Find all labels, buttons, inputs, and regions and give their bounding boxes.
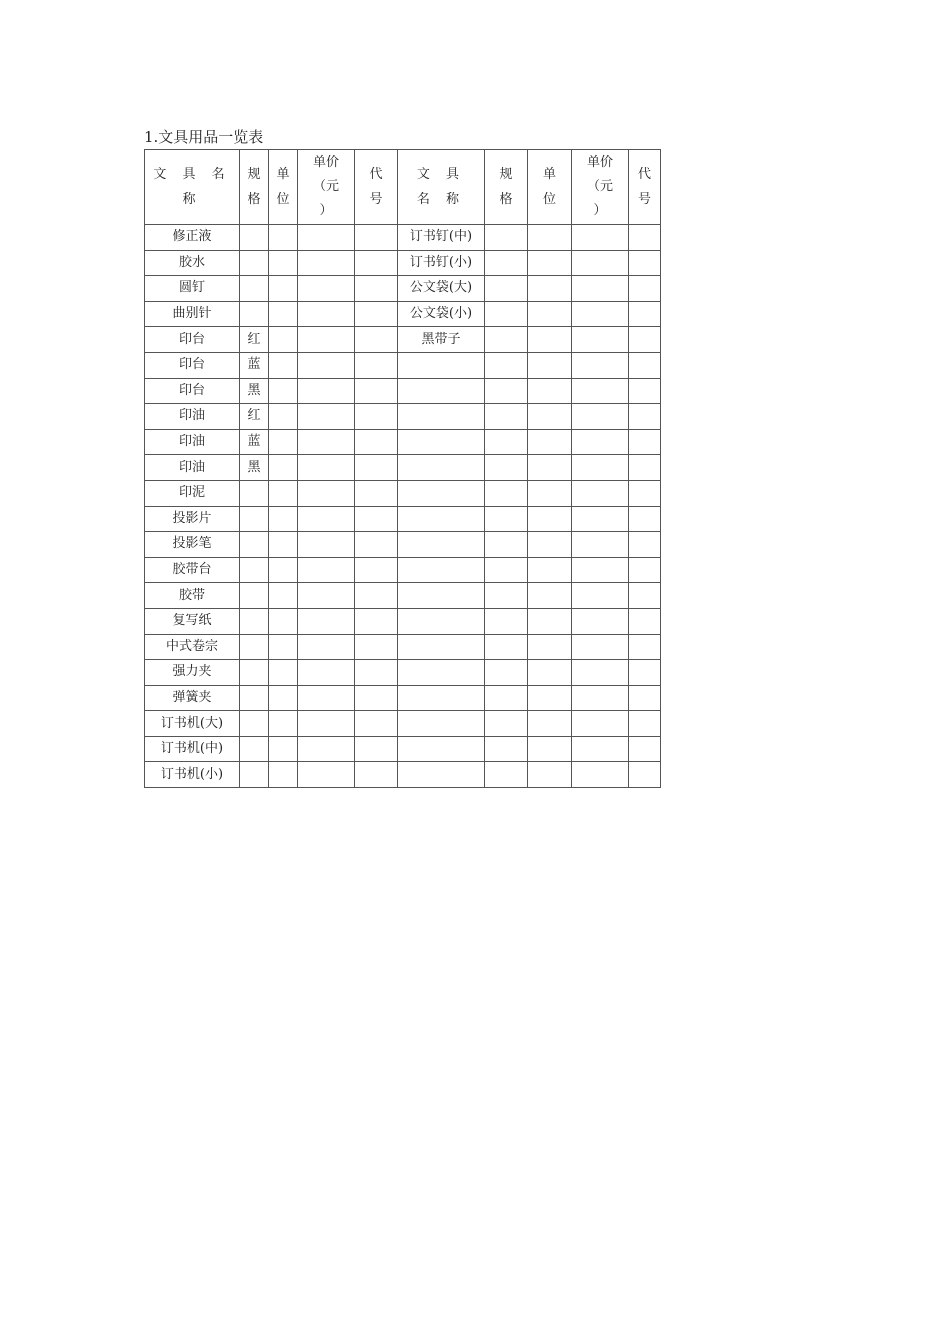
left-price-cell	[298, 711, 355, 737]
left-name-cell: 印泥	[145, 480, 240, 506]
table-row	[145, 480, 661, 506]
right-unit-cell	[528, 711, 572, 737]
table-row	[145, 455, 661, 481]
right-spec-cell	[485, 301, 528, 327]
right-unit-cell	[528, 378, 572, 404]
left-spec-cell	[240, 276, 269, 302]
left-price-cell	[298, 532, 355, 558]
left-name-cell: 印油	[145, 455, 240, 481]
right-unit-cell	[528, 429, 572, 455]
right-name-cell: 公文袋(小)	[398, 301, 485, 327]
right-name-cell	[398, 455, 485, 481]
table-row	[145, 378, 661, 404]
right-spec-cell	[485, 378, 528, 404]
left-code-cell	[355, 352, 398, 378]
table-row	[145, 660, 661, 686]
right-name-cell: 黑带子	[398, 327, 485, 353]
document-title: 1.文具用品一览表	[144, 128, 264, 146]
right-name-cell	[398, 583, 485, 609]
right-name-cell	[398, 634, 485, 660]
right-spec-cell	[485, 429, 528, 455]
left-price-cell	[298, 225, 355, 251]
right-unit-cell	[528, 352, 572, 378]
left-unit-cell	[269, 762, 298, 788]
left-name-cell: 印油	[145, 404, 240, 430]
right-unit-cell	[528, 762, 572, 788]
left-name-cell: 印台	[145, 327, 240, 353]
right-unit-cell	[528, 634, 572, 660]
header-spec-right: 规格	[485, 150, 528, 225]
left-price-cell	[298, 352, 355, 378]
right-price-cell	[572, 455, 629, 481]
left-spec-cell	[240, 634, 269, 660]
right-unit-cell	[528, 250, 572, 276]
right-price-cell	[572, 327, 629, 353]
right-unit-cell	[528, 301, 572, 327]
right-name-cell	[398, 762, 485, 788]
left-spec-cell	[240, 225, 269, 251]
table-row	[145, 301, 661, 327]
right-name-cell	[398, 429, 485, 455]
right-name-cell: 订书钉(中)	[398, 225, 485, 251]
right-spec-cell	[485, 736, 528, 762]
right-spec-cell	[485, 327, 528, 353]
left-code-cell	[355, 378, 398, 404]
header-unit-left: 单位	[269, 150, 298, 225]
right-unit-cell	[528, 583, 572, 609]
left-name-cell: 弹簧夹	[145, 685, 240, 711]
left-code-cell	[355, 557, 398, 583]
left-code-cell	[355, 250, 398, 276]
table-row	[145, 532, 661, 558]
left-name-cell: 复写纸	[145, 608, 240, 634]
right-spec-cell	[485, 352, 528, 378]
left-name-cell: 胶带	[145, 583, 240, 609]
table-row	[145, 276, 661, 302]
right-code-cell	[629, 532, 661, 558]
left-spec-cell: 红	[240, 404, 269, 430]
left-name-cell: 订书机(小)	[145, 762, 240, 788]
left-name-cell: 印台	[145, 378, 240, 404]
right-code-cell	[629, 455, 661, 481]
right-name-cell	[398, 378, 485, 404]
table-row	[145, 506, 661, 532]
right-name-cell	[398, 480, 485, 506]
right-code-cell	[629, 608, 661, 634]
left-name-cell: 订书机(大)	[145, 711, 240, 737]
table-row	[145, 352, 661, 378]
left-unit-cell	[269, 250, 298, 276]
left-spec-cell: 蓝	[240, 429, 269, 455]
right-name-cell	[398, 608, 485, 634]
left-code-cell	[355, 455, 398, 481]
left-price-cell	[298, 506, 355, 532]
right-unit-cell	[528, 660, 572, 686]
left-spec-cell	[240, 660, 269, 686]
left-price-cell	[298, 685, 355, 711]
left-code-cell	[355, 711, 398, 737]
left-code-cell	[355, 506, 398, 532]
left-name-cell: 曲别针	[145, 301, 240, 327]
right-price-cell	[572, 711, 629, 737]
left-price-cell	[298, 557, 355, 583]
left-price-cell	[298, 660, 355, 686]
right-price-cell	[572, 378, 629, 404]
left-unit-cell	[269, 378, 298, 404]
left-price-cell	[298, 250, 355, 276]
right-code-cell	[629, 583, 661, 609]
right-code-cell	[629, 634, 661, 660]
right-price-cell	[572, 225, 629, 251]
table-row	[145, 711, 661, 737]
stationery-table	[144, 149, 661, 788]
right-code-cell	[629, 429, 661, 455]
left-name-cell: 强力夹	[145, 660, 240, 686]
left-spec-cell	[240, 301, 269, 327]
right-code-cell	[629, 250, 661, 276]
left-unit-cell	[269, 583, 298, 609]
left-name-cell: 印油	[145, 429, 240, 455]
table-row	[145, 327, 661, 353]
right-price-cell	[572, 634, 629, 660]
right-code-cell	[629, 762, 661, 788]
left-code-cell	[355, 634, 398, 660]
right-price-cell	[572, 480, 629, 506]
left-code-cell	[355, 762, 398, 788]
right-spec-cell	[485, 685, 528, 711]
right-unit-cell	[528, 327, 572, 353]
left-code-cell	[355, 532, 398, 558]
right-spec-cell	[485, 583, 528, 609]
left-unit-cell	[269, 327, 298, 353]
left-spec-cell	[240, 762, 269, 788]
right-code-cell	[629, 736, 661, 762]
right-spec-cell	[485, 455, 528, 481]
right-spec-cell	[485, 250, 528, 276]
header-name-left: 文 具 名 称	[145, 150, 240, 225]
right-spec-cell	[485, 506, 528, 532]
left-code-cell	[355, 429, 398, 455]
left-spec-cell	[240, 736, 269, 762]
right-price-cell	[572, 506, 629, 532]
left-unit-cell	[269, 532, 298, 558]
right-name-cell	[398, 404, 485, 430]
right-price-cell	[572, 404, 629, 430]
left-spec-cell	[240, 608, 269, 634]
left-name-cell: 胶带台	[145, 557, 240, 583]
left-spec-cell: 黑	[240, 455, 269, 481]
left-unit-cell	[269, 711, 298, 737]
left-price-cell	[298, 736, 355, 762]
header-code-left: 代号	[355, 150, 398, 225]
left-code-cell	[355, 404, 398, 430]
left-spec-cell: 蓝	[240, 352, 269, 378]
left-spec-cell	[240, 250, 269, 276]
right-name-cell	[398, 352, 485, 378]
right-name-cell	[398, 711, 485, 737]
left-unit-cell	[269, 276, 298, 302]
left-price-cell	[298, 276, 355, 302]
right-code-cell	[629, 404, 661, 430]
right-spec-cell	[485, 276, 528, 302]
right-code-cell	[629, 378, 661, 404]
left-unit-cell	[269, 455, 298, 481]
left-code-cell	[355, 608, 398, 634]
right-code-cell	[629, 480, 661, 506]
right-code-cell	[629, 685, 661, 711]
table-row	[145, 583, 661, 609]
right-unit-cell	[528, 736, 572, 762]
right-unit-cell	[528, 276, 572, 302]
table-row	[145, 225, 661, 251]
left-unit-cell	[269, 352, 298, 378]
header-price-right: 单价 （元 ）	[572, 150, 629, 225]
left-unit-cell	[269, 429, 298, 455]
left-spec-cell	[240, 583, 269, 609]
table-row	[145, 404, 661, 430]
right-name-cell	[398, 736, 485, 762]
right-unit-cell	[528, 225, 572, 251]
right-price-cell	[572, 250, 629, 276]
left-price-cell	[298, 429, 355, 455]
left-code-cell	[355, 685, 398, 711]
right-name-cell	[398, 506, 485, 532]
left-code-cell	[355, 736, 398, 762]
left-unit-cell	[269, 480, 298, 506]
right-unit-cell	[528, 557, 572, 583]
left-price-cell	[298, 608, 355, 634]
right-code-cell	[629, 711, 661, 737]
left-unit-cell	[269, 660, 298, 686]
right-spec-cell	[485, 225, 528, 251]
left-price-cell	[298, 762, 355, 788]
left-price-cell	[298, 634, 355, 660]
right-spec-cell	[485, 532, 528, 558]
table-row	[145, 557, 661, 583]
left-unit-cell	[269, 634, 298, 660]
right-price-cell	[572, 660, 629, 686]
right-spec-cell	[485, 404, 528, 430]
right-price-cell	[572, 352, 629, 378]
right-name-cell: 公文袋(大)	[398, 276, 485, 302]
left-price-cell	[298, 301, 355, 327]
left-price-cell	[298, 583, 355, 609]
right-code-cell	[629, 506, 661, 532]
left-code-cell	[355, 301, 398, 327]
left-code-cell	[355, 583, 398, 609]
right-spec-cell	[485, 557, 528, 583]
right-code-cell	[629, 276, 661, 302]
right-spec-cell	[485, 608, 528, 634]
left-price-cell	[298, 480, 355, 506]
right-price-cell	[572, 685, 629, 711]
table-row	[145, 685, 661, 711]
right-spec-cell	[485, 634, 528, 660]
left-unit-cell	[269, 685, 298, 711]
right-name-cell: 订书钉(小)	[398, 250, 485, 276]
table-row	[145, 429, 661, 455]
left-code-cell	[355, 660, 398, 686]
left-spec-cell	[240, 557, 269, 583]
right-code-cell	[629, 352, 661, 378]
right-name-cell	[398, 557, 485, 583]
left-code-cell	[355, 480, 398, 506]
left-unit-cell	[269, 506, 298, 532]
left-spec-cell	[240, 480, 269, 506]
right-price-cell	[572, 532, 629, 558]
left-name-cell: 修正液	[145, 225, 240, 251]
left-unit-cell	[269, 736, 298, 762]
table-row	[145, 634, 661, 660]
right-price-cell	[572, 762, 629, 788]
right-price-cell	[572, 429, 629, 455]
table-row	[145, 608, 661, 634]
right-code-cell	[629, 557, 661, 583]
right-unit-cell	[528, 532, 572, 558]
left-spec-cell: 黑	[240, 378, 269, 404]
right-price-cell	[572, 276, 629, 302]
header-code-right: 代号	[629, 150, 661, 225]
left-code-cell	[355, 327, 398, 353]
left-price-cell	[298, 378, 355, 404]
right-price-cell	[572, 736, 629, 762]
right-code-cell	[629, 327, 661, 353]
header-spec-left: 规格	[240, 150, 269, 225]
left-code-cell	[355, 276, 398, 302]
left-code-cell	[355, 225, 398, 251]
left-name-cell: 投影片	[145, 506, 240, 532]
table-row	[145, 250, 661, 276]
left-name-cell: 订书机(中)	[145, 736, 240, 762]
right-unit-cell	[528, 608, 572, 634]
left-spec-cell	[240, 506, 269, 532]
left-unit-cell	[269, 301, 298, 327]
header-row	[145, 150, 661, 225]
header-name-right: 文 具 名 称	[398, 150, 485, 225]
right-name-cell	[398, 685, 485, 711]
left-name-cell: 胶水	[145, 250, 240, 276]
right-price-cell	[572, 608, 629, 634]
right-spec-cell	[485, 762, 528, 788]
right-price-cell	[572, 557, 629, 583]
right-price-cell	[572, 583, 629, 609]
header-unit-right: 单位	[528, 150, 572, 225]
right-name-cell	[398, 660, 485, 686]
header-price-left: 单价 （元 ）	[298, 150, 355, 225]
right-price-cell	[572, 301, 629, 327]
left-unit-cell	[269, 557, 298, 583]
left-price-cell	[298, 455, 355, 481]
left-name-cell: 印台	[145, 352, 240, 378]
left-unit-cell	[269, 608, 298, 634]
left-name-cell: 中式卷宗	[145, 634, 240, 660]
right-spec-cell	[485, 660, 528, 686]
right-code-cell	[629, 225, 661, 251]
left-price-cell	[298, 327, 355, 353]
right-unit-cell	[528, 685, 572, 711]
left-spec-cell	[240, 685, 269, 711]
right-spec-cell	[485, 480, 528, 506]
right-code-cell	[629, 660, 661, 686]
right-name-cell	[398, 532, 485, 558]
table-row	[145, 736, 661, 762]
right-spec-cell	[485, 711, 528, 737]
right-code-cell	[629, 301, 661, 327]
left-name-cell: 圆钉	[145, 276, 240, 302]
left-name-cell: 投影笔	[145, 532, 240, 558]
right-unit-cell	[528, 506, 572, 532]
left-price-cell	[298, 404, 355, 430]
left-unit-cell	[269, 404, 298, 430]
right-unit-cell	[528, 455, 572, 481]
right-unit-cell	[528, 480, 572, 506]
left-spec-cell: 红	[240, 327, 269, 353]
right-unit-cell	[528, 404, 572, 430]
table-row	[145, 762, 661, 788]
left-spec-cell	[240, 711, 269, 737]
left-spec-cell	[240, 532, 269, 558]
left-unit-cell	[269, 225, 298, 251]
